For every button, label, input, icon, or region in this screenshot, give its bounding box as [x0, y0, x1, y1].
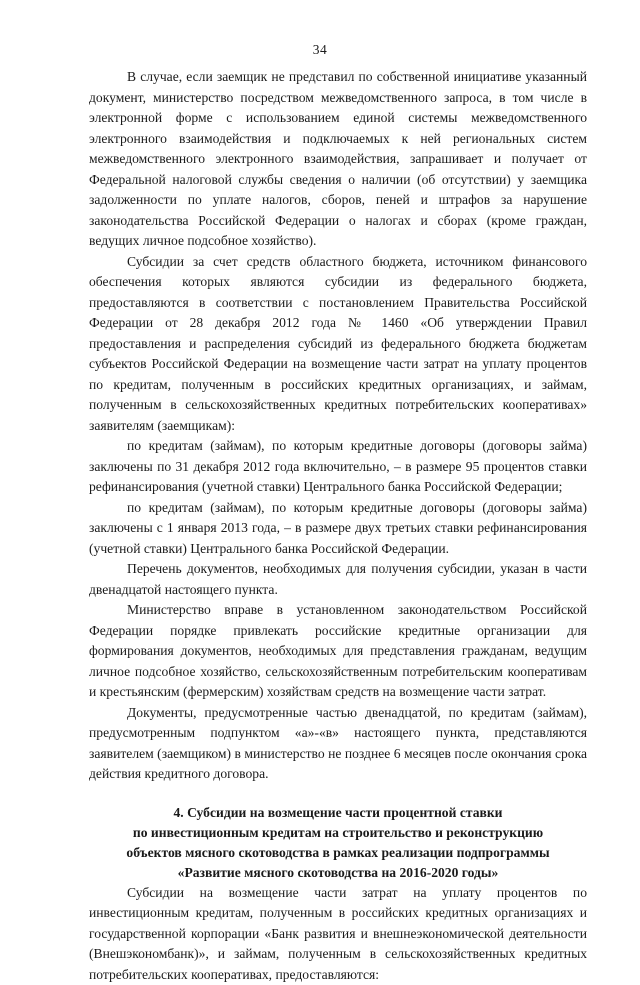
paragraph-documents-list: Перечень документов, необходимых для получения субсидии, указан в части двенадцатой настоящего пункта. [89, 559, 587, 600]
section-heading-line: 4. Субсидии на возмещение части процентной ставки [89, 803, 587, 823]
page-number: 34 [0, 42, 640, 58]
paragraph-loans-from-2013: по кредитам (займам), по которым кредитные договоры (договоры займа) заключены с 1 января 2013 года, – в размере двух третьих ставки рефинансирования (учетной ставки) Центрального банка Российской Федерации. [89, 498, 587, 560]
section-heading-line: по инвестиционным кредитам на строительство и реконструкцию [89, 823, 587, 843]
paragraph-loans-before-2013: по кредитам (займам), по которым кредитные договоры (договоры займа) заключены по 31 декабря 2012 года включительно, – в размере 95 процентов ставки рефинансирования (учетной ставки) Центрального банка Российской Федерации; [89, 436, 587, 498]
paragraph-ministry-right: Министерство вправе в установленном законодательством Российской Федерации порядке привлекать российские кредитные организации для формирования документов, необходимых для представления гражданам, ведущим личное подсобное хозяйство, сельскохозяйственным потребительским кооперативам и крестьянским (фермерским) хозяйствам средств на возмещение части затрат. [89, 600, 587, 703]
paragraph-tax-info-request: В случае, если заемщик не представил по собственной инициативе указанный документ, министерство посредством межведомственного запроса, в том числе в электронной форме с использованием единой системы межведомственного электронного взаимодействия и подключаемых к ней региональных систем межведомственного электронного взаимодействия, запрашивает и получает от Федеральной налоговой службы сведения о наличии (об отсутствии) у заемщика задолженности по уплате налогов, сборов, пеней и штрафов за нарушение законодательства Российской Федерации о налогах и сборах (кроме граждан, ведущих личное подсобное хозяйство). [89, 67, 587, 252]
page-body [89, 67, 587, 985]
section-heading [89, 803, 587, 883]
paragraph-documents-deadline: Документы, предусмотренные частью двенадцатой, по кредитам (займам), предусмотренным подпунктом «а»-«в» настоящего пункта, представляются заявителем (заемщиком) в министерство не позднее 6 месяцев после окончания срока действия кредитного договора. [89, 703, 587, 785]
section-heading-line: объектов мясного скотоводства в рамках реализации подпрограммы [89, 843, 587, 863]
paragraph-section-intro: Субсидии на возмещение части затрат на уплату процентов по инвестиционным кредитам, полученным в российских кредитных организациях и государственной корпорации «Банк развития и внешнеэкономической деятельности (Внешэкономбанк)», и займам, полученным в сельскохозяйственных кредитных потребительских кооперативах, предоставляются: [89, 883, 587, 985]
section-heading-line: «Развитие мясного скотоводства на 2016-2020 годы» [89, 863, 587, 883]
paragraph-subsidy-federal-source: Субсидии за счет средств областного бюджета, источником финансового обеспечения которых являются субсидии из федерального бюджета, предоставляются в соответствии с постановлением Правительства Российской Федерации от 28 декабря 2012 года № 1460 «Об утверждении Правил предоставления и распределения субсидий из федерального бюджета бюджетам субъектов Российской Федерации на возмещение части затрат на уплату процентов по кредитам, полученным в российских кредитных организациях, и займам, полученным в сельскохозяйственных кредитных потребительских кооперативах» заявителям (заемщикам): [89, 252, 587, 437]
